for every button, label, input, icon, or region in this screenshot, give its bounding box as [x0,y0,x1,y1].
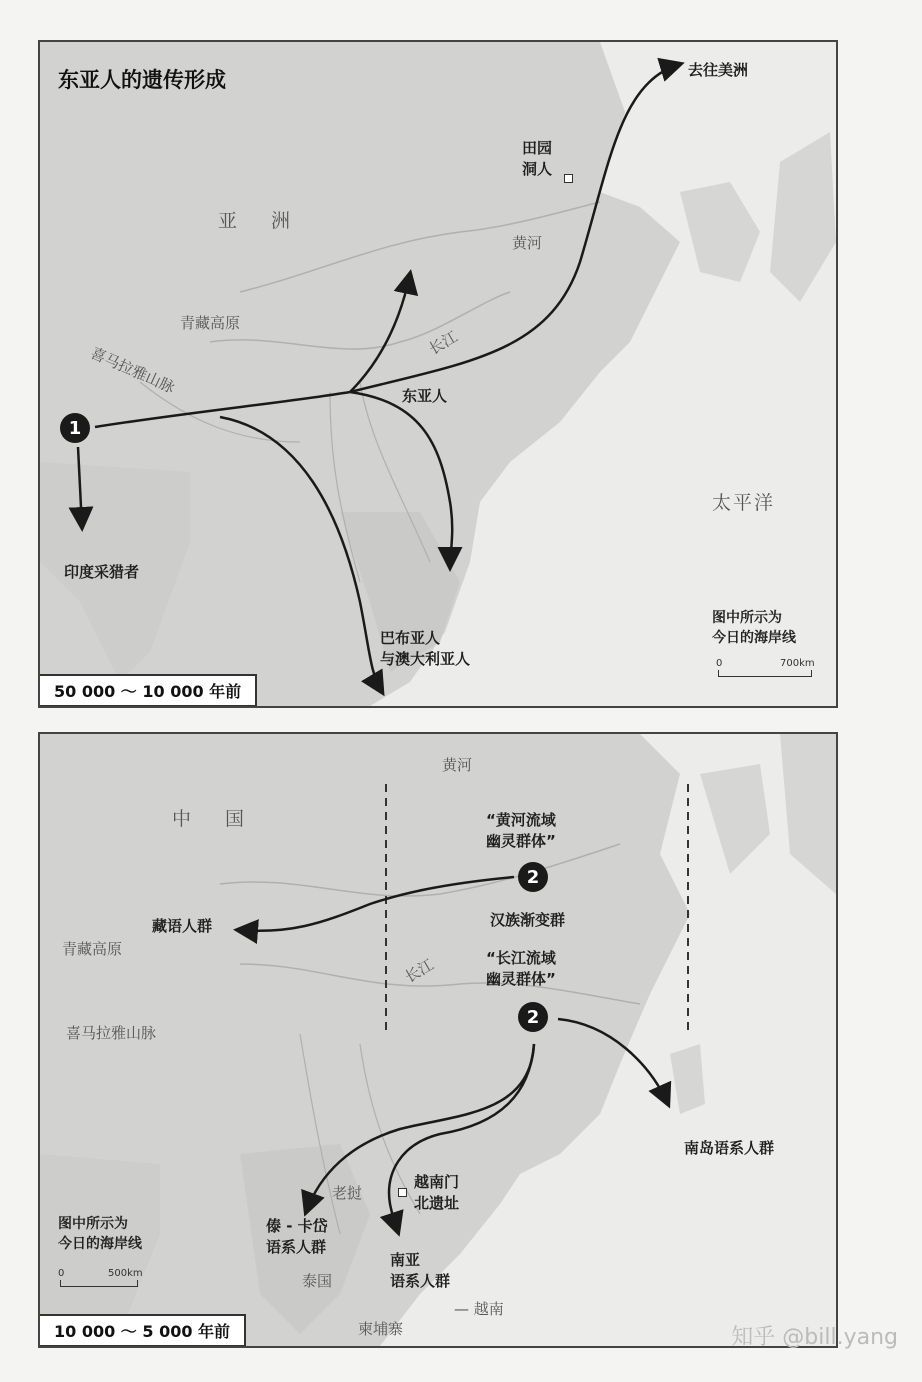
label-yellow-river: 黄河 [442,756,473,774]
marker-2-north: 2 [518,862,548,892]
label-austroasiatic: 南亚 语系人群 [390,1251,451,1290]
coastline-note: 图中所示为 今日的海岸线 [712,610,796,646]
map-title: 东亚人的遗传形成 [58,68,226,92]
label-pacific: 太平洋 [712,492,776,514]
label-to-americas: 去往美洲 [688,61,749,79]
label-himalaya: 喜马拉雅山脉 [87,343,178,397]
label-tibetan-plateau: 青藏高原 [180,314,241,332]
scale-zero: 0 [58,1268,65,1279]
label-vietnam: — 越南 [454,1300,504,1318]
label-tibetan-speakers: 藏语人群 [152,917,213,935]
scale-max: 700km [780,658,815,669]
scale-bar [716,658,815,684]
label-asia: 亚 洲 [218,210,305,232]
label-vietnam-site: 越南门 北遗址 [414,1173,460,1212]
label-thailand: 泰国 [302,1272,333,1290]
coastline-note: 图中所示为 今日的海岸线 [58,1216,142,1252]
site-icon [564,174,573,183]
label-yangtze: 长江 [425,327,461,359]
label-tibetan-plateau: 青藏高原 [62,940,123,958]
label-himalaya: 喜马拉雅山脉 [66,1024,157,1042]
label-vietnam-text: 越南 [473,1300,504,1318]
label-yellow-river: 黄河 [512,234,543,252]
label-tianyuan: 田园 洞人 [522,139,553,178]
label-china: 中 国 [172,808,259,830]
label-tai-kadai: 傣 - 卡岱 语系人群 [266,1217,328,1256]
label-yangtze: 长江 [401,955,437,987]
map-panel-10000-5000 [38,732,838,1348]
label-papuans: 巴布亚人 与澳大利亚人 [380,629,471,668]
label-east-asians: 东亚人 [402,387,448,405]
label-indian-hunters: 印度采猎者 [64,563,140,581]
label-cambodia: 柬埔寨 [358,1320,404,1338]
map-panel-50000-10000 [38,40,838,708]
scale-bar [58,1268,143,1294]
label-yellow-ghost: “黄河流域 幽灵群体” [486,811,556,850]
marker-2-south: 2 [518,1002,548,1032]
scale-zero: 0 [716,658,723,669]
era-label: 10 000 ～ 5 000 年前 [38,1314,246,1347]
label-yangtze-ghost: “长江流域 幽灵群体” [486,949,556,988]
site-icon [398,1188,407,1197]
label-austronesian: 南岛语系人群 [684,1139,775,1157]
era-label: 50 000 ～ 10 000 年前 [38,674,257,707]
label-laos: 老挝 [332,1184,363,1202]
label-han-cline: 汉族渐变群 [490,911,566,929]
watermark: 知乎 @bill.yang [731,1325,898,1350]
scale-max: 500km [108,1268,143,1279]
marker-1: 1 [60,413,90,443]
